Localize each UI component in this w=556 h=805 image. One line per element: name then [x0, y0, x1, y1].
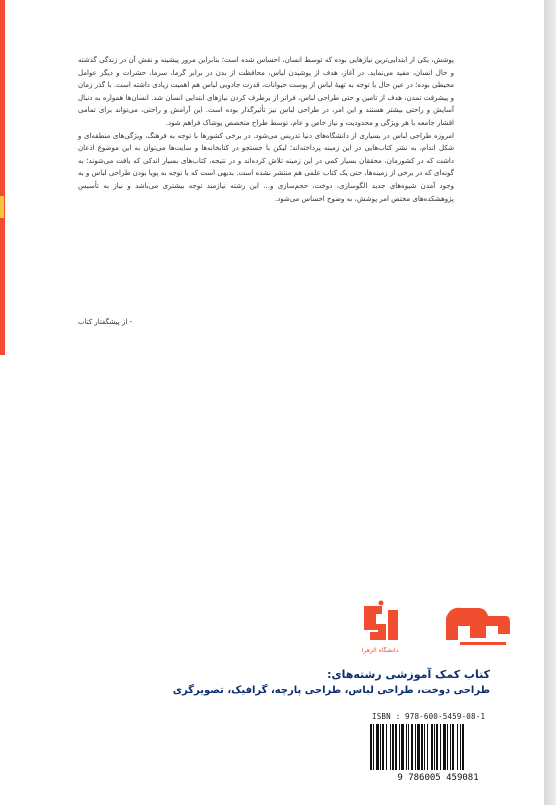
blurb-attribution: - از پیشگفتار کتاب [78, 318, 133, 326]
page-shadow [544, 0, 556, 805]
red-edge-band [0, 0, 5, 355]
blurb-text [78, 54, 454, 205]
publisher-mark-icon [446, 608, 510, 645]
book-series-disciplines: طراحی دوخت، طراحی لباس، طراحی پارچه، گرافیک، تصویرگری [172, 685, 490, 696]
yellow-edge-mark [0, 196, 4, 218]
blurb-paragraph-1: پوشش، یکی از ابتدایی‌ترین نیازهایی بوده که توسط انسان، احساس شده است؛ بنابراین مرور پیشینه و نقش آن در زندگی گذشته و حال انسان، مفید می‌نماید. در آغاز، هدف از پوشیدن لباس، محافظت از بدن در برابر گرما، سرما، حشرات و دیگر عوامل محیطی بوده؛ در عین حال با توجه به تهیهٔ لباس از پوست حیوانات، قدرت جادویی لباس هم اهمیت زیادی داشته است. با گذر زمان و پیشرفت تمدن، هدف از تامین و حتی طراحی لباس، فراتر از برطرف کردن نیازهای ابتدایی انسان شد. انسان‌ها همواره به دنبال آسایش و راحتی بیشتر هستند و این امر، در طراحی لباس نیز تأثیرگذار بوده است. این آرامش و راحتی، می‌تواند برای تمامی اقشار جامعه با هر ویژگی و محدودیت و نیاز خاص و عام، توسط طراح متخصص پوشاک فراهم شود. [78, 56, 454, 127]
university-logo-icon [362, 601, 399, 655]
isbn-label: ISBN : 978-600-5459-08-1 [372, 712, 486, 721]
blurb-paragraph-2: امروزه طراحی لباس در بسیاری از دانشگاه‌های دنیا تدریس می‌شود. در برخی کشورها با توجه به فرهنگ، ویژگی‌های منطقه‌ای و شکل اندام، به نشر کتاب‌هایی در این زمینه پرداخته‌اند؛ لیکن با جستجو در کتابخانه‌ها و سایت‌ها می‌توان به این موضوع اذعان داشت که در کشورمان، محققان بسیار کمی در این زمینه تلاش کرده‌اند و در نتیجه، کتاب‌های بسیار اندکی که یافت می‌شوند؛ به گونه‌ای که در برخی از زمینه‌ها، حتی یک کتاب علمی هم منتشر نشده است. بدیهی است که با توجه به پویا بودن طراحی لباس و به وجود آمدن شیوه‌های جدید الگوسازی، دوخت، حجم‌سازی و... این رشته نیازمند توجه بیشتری می‌باشد و نیاز به تأسیس پژوهشکده‌های مختص امر پوشش، به وضوح احساس می‌شود. [78, 131, 454, 203]
university-logo-text: دانشگاه الزهرا [361, 647, 399, 654]
book-series-title: کتاب کمک آموزشی رشته‌های: [327, 668, 490, 681]
barcode-digits: 9 786005 459081 [397, 773, 479, 782]
publisher-logos [358, 600, 512, 658]
barcode [364, 722, 512, 782]
